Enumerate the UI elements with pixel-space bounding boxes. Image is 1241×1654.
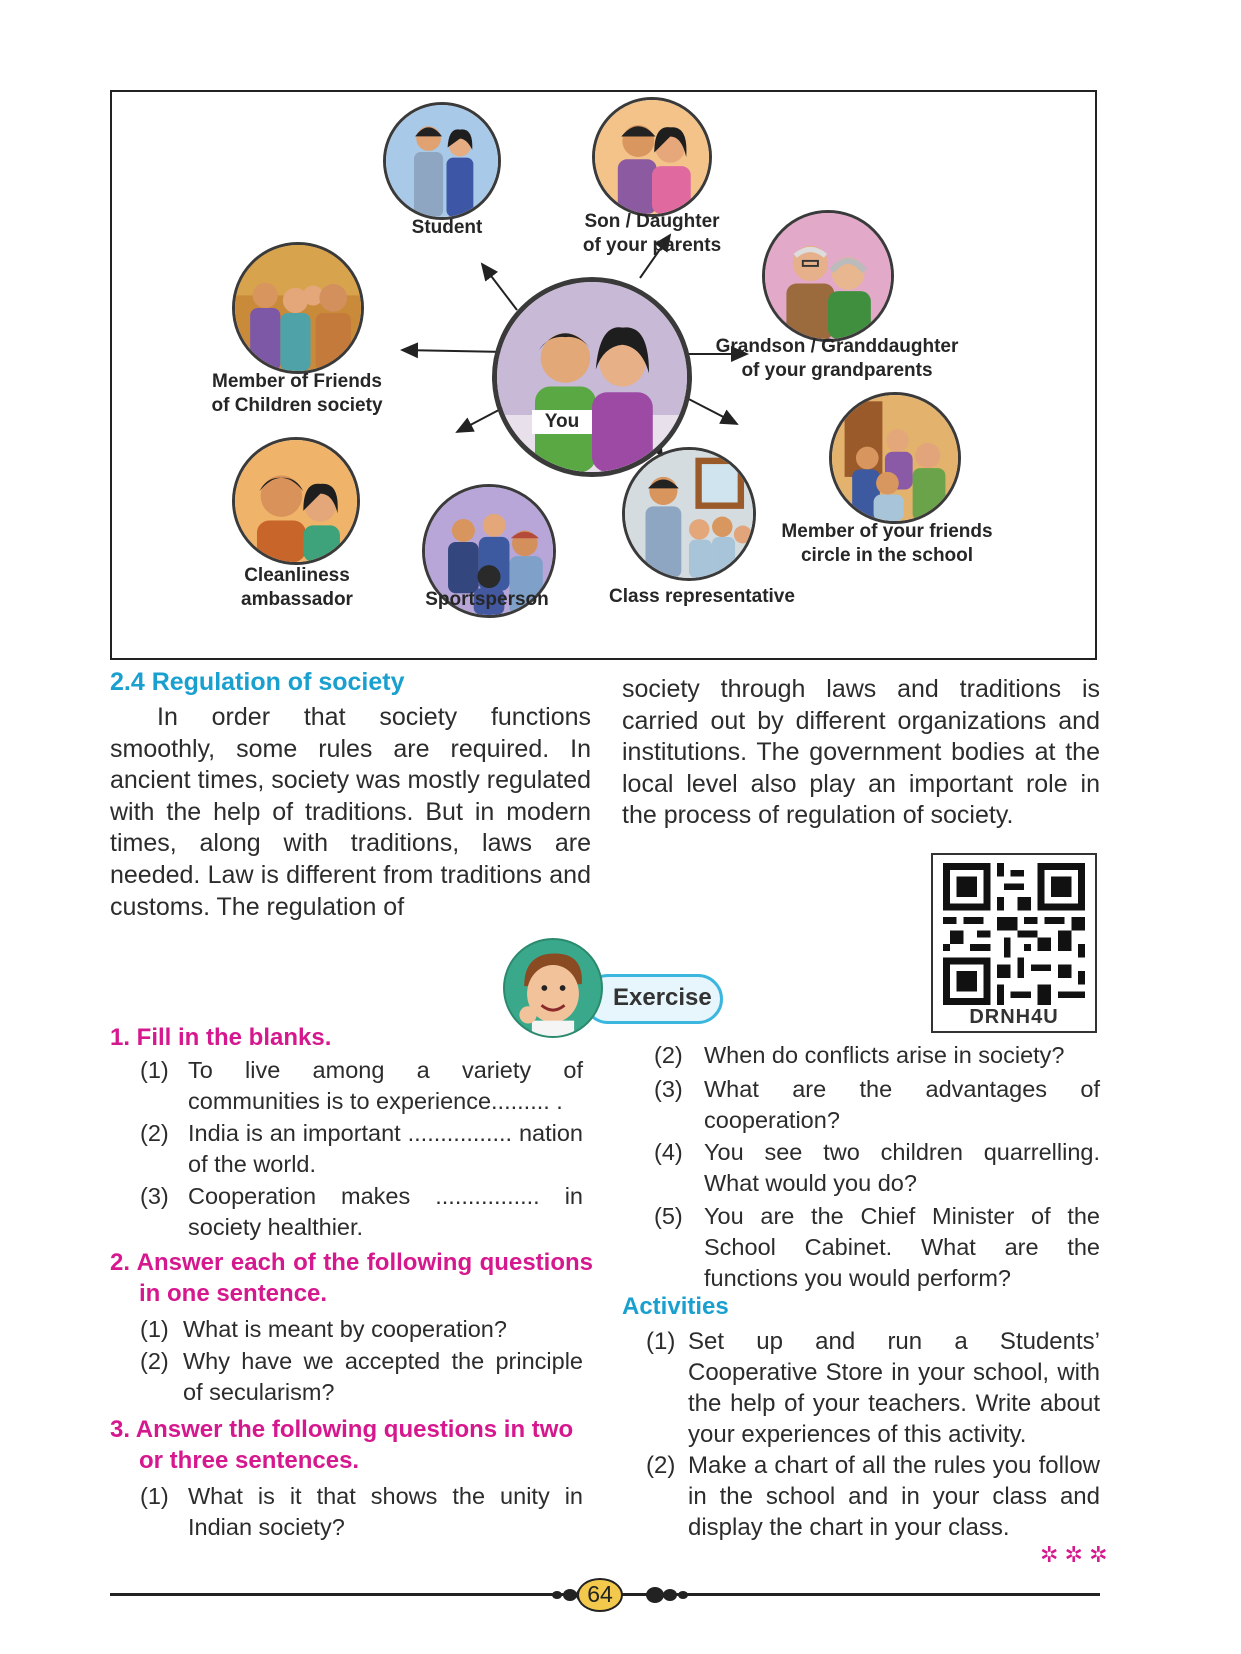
activity-item-1-text: Set up and run a Students’ Cooperative Store in your school, with the help of your teachers. Write about your experiences of this activity. (688, 1328, 1100, 1448)
q2-item-2 (140, 1346, 583, 1408)
q3-item-4-text: You see two children quarrelling. What would you do? (704, 1139, 1100, 1196)
q3-item-3 (654, 1074, 1100, 1136)
friends-school-illustration (829, 392, 961, 524)
friends-children-label: Member of Friends of Children society (211, 371, 383, 416)
parents-illustration (592, 97, 712, 217)
q1-item-2-text: India is an important ................ nation of the world. (188, 1120, 583, 1177)
activity-item-2-num: (2) (646, 1452, 676, 1479)
student-label: Student (411, 217, 483, 238)
roles-figure (110, 90, 1097, 660)
student-illustration (383, 102, 501, 220)
qr-code-text: DRNH4U (969, 1006, 1059, 1028)
q1-item-3-text: Cooperation makes ................ in society healthier. (188, 1183, 583, 1240)
friends-society-illustration (232, 242, 364, 374)
q1-item-1-text: To live among a variety of communities is to experience......... . (188, 1057, 583, 1114)
q3-item-5 (654, 1201, 1100, 1294)
sportsperson-label: Sportsperson (425, 589, 549, 610)
class-rep-label: Class representative (609, 586, 795, 607)
q3-heading: 3. Answer the following questions in two or three sentences. (110, 1416, 574, 1474)
q3-item-2-num: (2) (654, 1042, 683, 1068)
q1-item-3 (140, 1181, 583, 1243)
grandchild-label: Grandson / Granddaughter of your grandparents (715, 336, 959, 381)
son-daughter-label: Son / Daughter of your parents (582, 211, 722, 256)
end-mark: ✲ ✲ ✲ (1040, 1542, 1108, 1567)
you-label: You (532, 410, 592, 434)
q1-item-1-num: (1) (140, 1057, 169, 1083)
q3-item-3-text: What are the advantages of cooperation? (704, 1076, 1100, 1133)
friends-school-label: Member of your friends circle in the school (781, 521, 993, 566)
q2-heading: 2. Answer each of the following questions in one sentence. (110, 1249, 593, 1307)
q2-item-1-text: What is meant by cooperation? (183, 1316, 507, 1342)
cartoon-boy-icon (503, 938, 603, 1038)
q2-item-1 (140, 1314, 583, 1345)
section-paragraph-col2: society through laws and traditions is carried out by different organizations and institutions. The government bodies at the local level also play an important role in the process of regulation of society. (622, 675, 1100, 830)
activity-item-1-num: (1) (646, 1328, 676, 1355)
page-number: 64 (587, 1581, 613, 1607)
activity-item-2 (646, 1450, 1100, 1543)
q1-item-3-num: (3) (140, 1183, 169, 1209)
activities-heading: Activities (622, 1293, 729, 1320)
activity-item-1 (646, 1326, 1100, 1450)
qr-pattern (943, 863, 1085, 1005)
q3-item-1 (140, 1481, 583, 1543)
q1-item-2 (140, 1118, 583, 1180)
q3-item-5-text: You are the Chief Minister of the School Cabinet. What are the functions you would perform? (704, 1203, 1100, 1291)
q2-item-2-text: Why have we accepted the principle of secularism? (183, 1348, 583, 1405)
q1-heading: 1. Fill in the blanks. (110, 1024, 332, 1051)
q1-item-2-num: (2) (140, 1120, 169, 1146)
q2-item-1-num: (1) (140, 1316, 169, 1342)
activity-item-2-text: Make a chart of all the rules you follow in the school and in your class and display the chart in your class. (688, 1452, 1100, 1541)
section-title: 2.4 Regulation of society (110, 668, 405, 696)
cleanliness-label: Cleanliness ambassador (241, 565, 353, 610)
you-illustration (492, 277, 692, 477)
section-paragraph-col1: In order that society functions smoothly, some rules are required. In ancient times, society was mostly regulated with the help of traditions. But in modern times, along with traditions, laws are needed. Law is different from traditions and customs. The regulation of (110, 703, 591, 921)
q3-item-1-text: What is it that shows the unity in Indian society? (188, 1483, 583, 1540)
q3-item-2 (654, 1040, 1100, 1071)
q3-item-3-num: (3) (654, 1076, 683, 1102)
class-rep-illustration (622, 447, 756, 581)
exercise-banner (503, 938, 725, 1038)
q1-item-1 (140, 1055, 583, 1117)
q3-item-1-num: (1) (140, 1483, 169, 1509)
grandparents-illustration (762, 210, 894, 342)
q3-item-4 (654, 1137, 1100, 1199)
q3-item-4-num: (4) (654, 1139, 683, 1165)
q3-item-2-text: When do conflicts arise in society? (704, 1042, 1065, 1068)
q3-item-5-num: (5) (654, 1203, 683, 1229)
cleanliness-illustration (232, 437, 360, 565)
q2-item-2-num: (2) (140, 1348, 169, 1374)
exercise-label: Exercise (613, 984, 712, 1011)
qr-code[interactable] (931, 853, 1097, 1033)
